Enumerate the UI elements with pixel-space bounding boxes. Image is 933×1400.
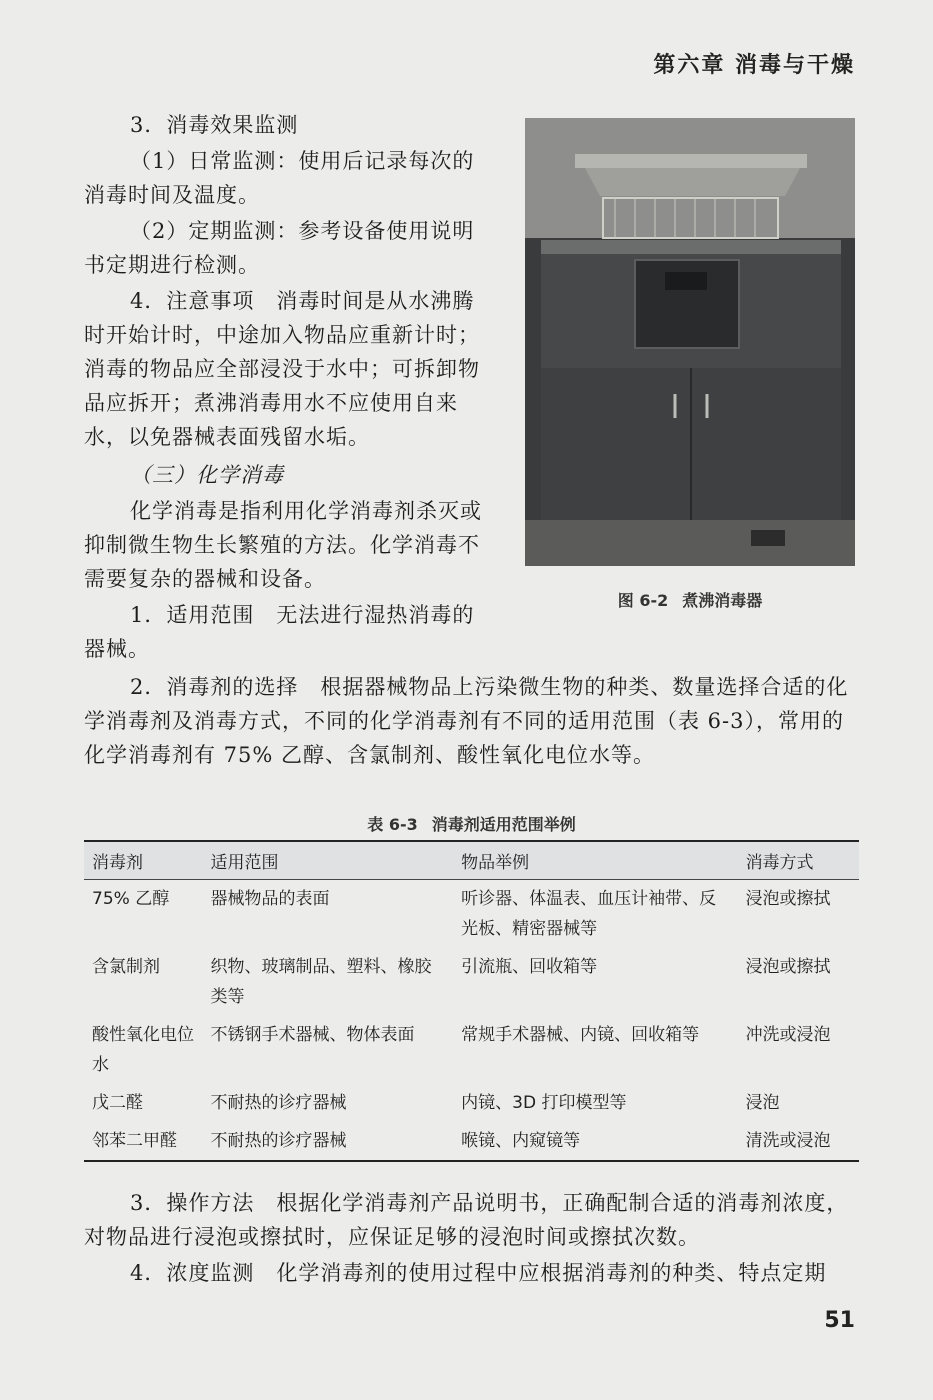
table-cell: 冲洗或浸泡 — [745, 1025, 831, 1045]
table-cell: 浸泡或擦拭 — [745, 957, 831, 977]
table-cell: 常规手术器械、内镜、回收箱等 — [461, 1025, 700, 1045]
disinfectant-selection-paragraph: 2．消毒剂的选择 根据器械物品上污染微生物的种类、数量选择合适的化学消毒剂及消毒方式，不同的化学消毒剂有不同的适用范围（表 6-3），常用的化学消毒剂有 75% 乙醇、含氯制剂、酸性氧化电位水等。 — [84, 675, 849, 767]
table-cell: 含氯制剂 — [92, 957, 160, 977]
table-row — [84, 1084, 859, 1122]
daily-monitoring: （1）日常监测：使用后记录每次的消毒时间及温度。 — [84, 149, 475, 207]
table-header-cell: 消毒剂 — [92, 853, 143, 873]
figure-title: 煮沸消毒器 — [682, 591, 763, 610]
table-header-cell: 消毒方式 — [745, 853, 814, 873]
table-row — [84, 880, 859, 949]
table-header-cell: 适用范围 — [210, 853, 279, 873]
table-cell: 75% 乙醇 — [92, 889, 170, 909]
table-cell: 织物、玻璃制品、塑料、橡胶类等 — [210, 957, 432, 1007]
table-header-cell: 物品举例 — [461, 853, 530, 873]
table-cell: 酸性氧化电位水 — [92, 1025, 194, 1075]
concentration-monitoring-paragraph: 4．浓度监测 化学消毒剂的使用过程中应根据消毒剂的种类、特点定期 — [130, 1261, 827, 1285]
table-caption — [84, 812, 859, 835]
periodic-monitoring: （2）定期监测：参考设备使用说明书定期进行检测。 — [84, 219, 475, 277]
scope-paragraph: 1．适用范围 无法进行湿热消毒的器械。 — [84, 603, 475, 661]
table-cell: 不锈钢手术器械、物体表面 — [210, 1025, 415, 1045]
table-cell: 戊二醛 — [92, 1093, 143, 1113]
table-row — [84, 1016, 859, 1084]
table-cell: 听诊器、体温表、血压计袖带、反光板、精密器械等 — [461, 889, 717, 939]
figure-number: 图 6-2 — [617, 591, 669, 610]
table-header-row — [84, 841, 859, 880]
item3-heading: 3．消毒效果监测 — [130, 113, 299, 137]
table-cell: 喉镜、内窥镜等 — [461, 1131, 581, 1151]
table-cell: 浸泡 — [745, 1093, 780, 1113]
disinfectant-table — [84, 840, 859, 1162]
chemical-intro: 化学消毒是指利用化学消毒剂杀灭或抑制微生物生长繁殖的方法。化学消毒不需要复杂的器械和设备。 — [84, 499, 482, 591]
figure-caption — [525, 588, 855, 611]
table-number: 表 6-3 — [367, 815, 418, 834]
table-row — [84, 948, 859, 1016]
table-cell: 引流瓶、回收箱等 — [461, 957, 598, 977]
table-cell: 器械物品的表面 — [210, 889, 330, 909]
operation-method-paragraph: 3．操作方法 根据化学消毒剂产品说明书，正确配制合适的消毒剂浓度，对物品进行浸泡或擦拭时，应保证足够的浸泡时间或擦拭次数。 — [84, 1191, 849, 1249]
table-row — [84, 1122, 859, 1161]
table-cell: 不耐热的诊疗器械 — [210, 1131, 347, 1151]
section-heading-chemical: （三）化学消毒 — [130, 463, 284, 487]
boiling-sterilizer-photo — [525, 118, 855, 566]
table-cell: 不耐热的诊疗器械 — [210, 1093, 347, 1113]
precautions-paragraph: 4．注意事项 消毒时间是从水沸腾时开始计时，中途加入物品应重新计时；消毒的物品应全部浸没于水中；可拆卸物品应拆开；煮沸消毒用水不应使用自来水，以免器械表面残留水垢。 — [84, 289, 480, 449]
table-title: 消毒剂适用范围举例 — [431, 815, 576, 834]
table-cell: 清洗或浸泡 — [745, 1131, 831, 1151]
table-cell: 内镜、3D 打印模型等 — [461, 1093, 627, 1113]
table-cell: 邻苯二甲醛 — [92, 1131, 177, 1151]
page-number: 51 — [824, 1308, 855, 1333]
running-header: 第六章 消毒与干燥 — [653, 52, 855, 78]
table-cell: 浸泡或擦拭 — [745, 889, 831, 909]
